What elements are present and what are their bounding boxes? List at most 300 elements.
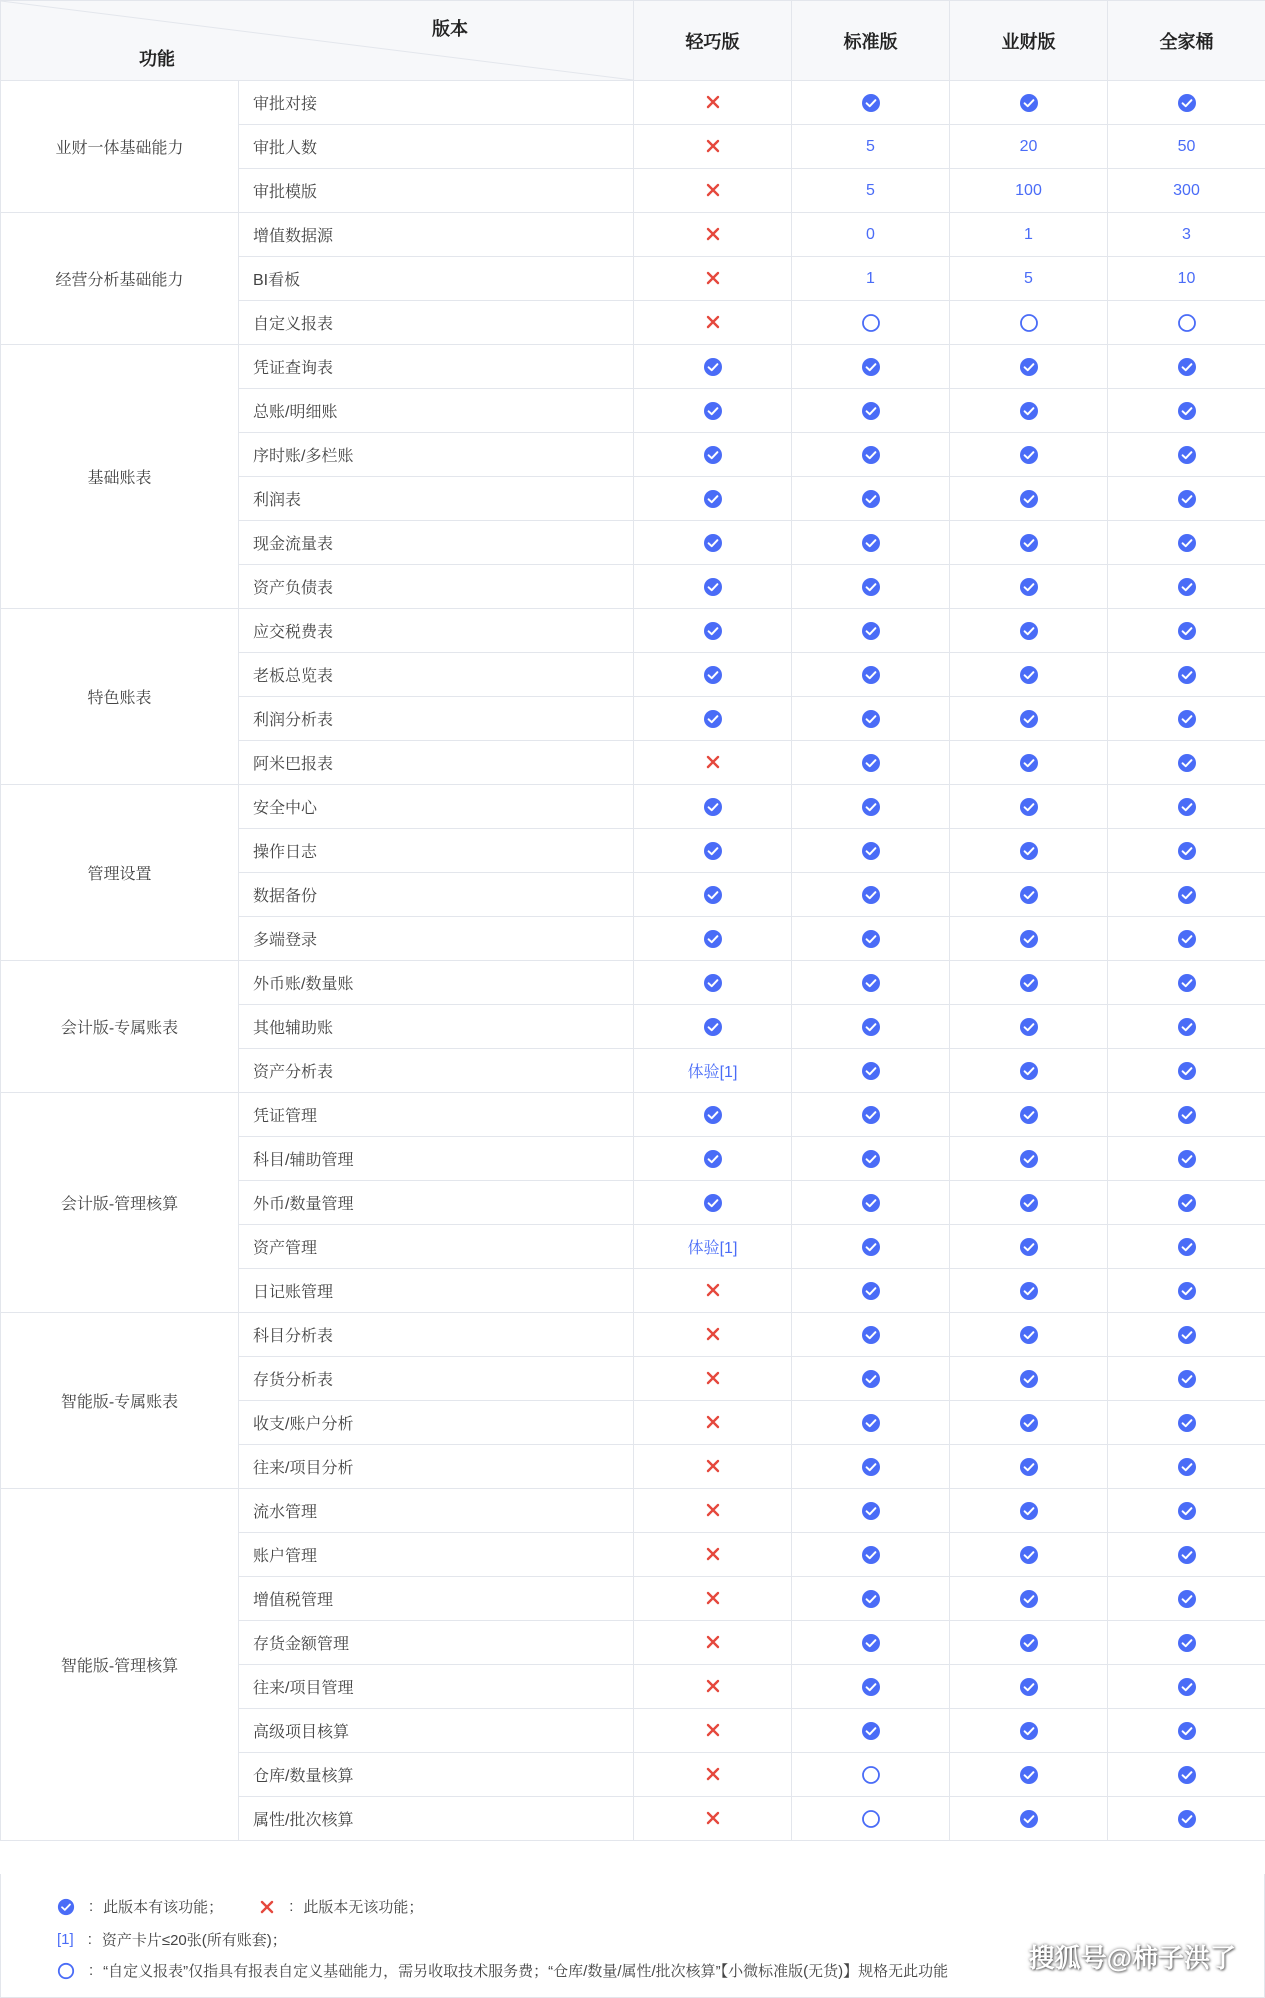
cell-biaozhun — [792, 345, 950, 389]
table-row — [1, 609, 1265, 653]
check-circle-icon — [861, 1061, 881, 1081]
cell-qingqiao — [634, 169, 792, 213]
check-circle-icon — [1177, 1193, 1197, 1213]
cell-yecai — [950, 1445, 1108, 1489]
quota-value: 5 — [866, 137, 875, 155]
cell-biaozhun — [792, 169, 950, 213]
cell-biaozhun — [792, 1269, 950, 1313]
cell-yecai — [950, 389, 1108, 433]
hollow-circle-icon — [861, 1765, 881, 1785]
column-header-yecai: 业财版 — [950, 1, 1108, 81]
feature-name: 老板总览表 — [239, 653, 634, 697]
check-circle-icon — [1177, 1501, 1197, 1521]
legend — [0, 1874, 1265, 1998]
check-circle-icon — [1019, 1017, 1039, 1037]
cell-qingqiao — [634, 1621, 792, 1665]
check-circle-icon — [703, 1149, 723, 1169]
feature-name: 账户管理 — [239, 1533, 634, 1577]
feature-name: 资产负债表 — [239, 565, 634, 609]
check-circle-icon — [1177, 1721, 1197, 1741]
check-circle-icon — [1177, 1545, 1197, 1565]
cell-qingqiao — [634, 1401, 792, 1445]
cross-icon — [705, 1458, 721, 1474]
column-header-qingqiao: 轻巧版 — [634, 1, 792, 81]
feature-name: 利润分析表 — [239, 697, 634, 741]
cell-quanjiatong — [1108, 785, 1265, 829]
cross-icon — [705, 314, 721, 330]
cell-quanjiatong — [1108, 1533, 1265, 1577]
feature-name: 凭证查询表 — [239, 345, 634, 389]
quota-value: 20 — [1019, 137, 1038, 155]
check-circle-icon — [861, 1501, 881, 1521]
cell-yecai — [950, 1621, 1108, 1665]
cell-quanjiatong — [1108, 1445, 1265, 1489]
note-marker: [1] — [57, 1931, 74, 1948]
check-circle-icon — [1177, 533, 1197, 553]
cell-biaozhun — [792, 301, 950, 345]
check-circle-icon — [1019, 753, 1039, 773]
cross-icon — [705, 1414, 721, 1430]
group-label: 管理设置 — [1, 785, 239, 961]
check-circle-icon — [703, 621, 723, 641]
legend-row-check-cross: : 此版本有该功能； : 此版本无该功能； — [57, 1896, 423, 1917]
feature-name: 增值数据源 — [239, 213, 634, 257]
cell-qingqiao — [634, 521, 792, 565]
check-circle-icon — [1177, 1325, 1197, 1345]
check-circle-icon — [1177, 1061, 1197, 1081]
cross-icon — [705, 1370, 721, 1386]
cell-yecai — [950, 1225, 1108, 1269]
table-row — [1, 81, 1265, 125]
feature-name: 仓库/数量核算 — [239, 1753, 634, 1797]
table-row — [1, 213, 1265, 257]
cell-quanjiatong — [1108, 125, 1265, 169]
cell-quanjiatong — [1108, 169, 1265, 213]
cell-quanjiatong — [1108, 257, 1265, 301]
cross-icon — [705, 1546, 721, 1562]
check-circle-icon — [1019, 1413, 1039, 1433]
cell-quanjiatong — [1108, 1181, 1265, 1225]
check-circle-icon — [861, 1369, 881, 1389]
check-circle-icon — [1177, 1457, 1197, 1477]
cell-yecai — [950, 169, 1108, 213]
check-circle-icon — [1177, 1677, 1197, 1697]
check-circle-icon — [1177, 621, 1197, 641]
cell-yecai — [950, 741, 1108, 785]
check-circle-icon — [861, 621, 881, 641]
feature-name: 现金流量表 — [239, 521, 634, 565]
feature-name: 外币/数量管理 — [239, 1181, 634, 1225]
group-label: 基础账表 — [1, 345, 239, 609]
feature-name: 往来/项目分析 — [239, 1445, 634, 1489]
watermark: 搜狐号@柿子洪了 — [1028, 1943, 1236, 1973]
cell-quanjiatong — [1108, 741, 1265, 785]
table-row — [1, 785, 1265, 829]
group-label: 经营分析基础能力 — [1, 213, 239, 345]
cell-quanjiatong — [1108, 1797, 1265, 1841]
check-circle-icon — [1019, 1809, 1039, 1829]
check-circle-icon — [1019, 885, 1039, 905]
quota-value: 1 — [1024, 225, 1033, 243]
feature-name: 多端登录 — [239, 917, 634, 961]
check-circle-icon — [861, 841, 881, 861]
cell-yecai — [950, 697, 1108, 741]
cell-qingqiao — [634, 785, 792, 829]
check-circle-icon — [1177, 445, 1197, 465]
cell-quanjiatong — [1108, 697, 1265, 741]
feature-name: 往来/项目管理 — [239, 1665, 634, 1709]
feature-name: 审批模版 — [239, 169, 634, 213]
check-circle-icon — [1177, 885, 1197, 905]
cell-yecai — [950, 1401, 1108, 1445]
check-circle-icon — [1177, 1369, 1197, 1389]
check-circle-icon — [703, 797, 723, 817]
check-circle-icon — [703, 665, 723, 685]
check-circle-icon — [1177, 1765, 1197, 1785]
check-circle-icon — [861, 929, 881, 949]
cell-qingqiao — [634, 301, 792, 345]
cell-quanjiatong — [1108, 1049, 1265, 1093]
feature-name: 应交税费表 — [239, 609, 634, 653]
cell-yecai — [950, 1137, 1108, 1181]
cell-yecai — [950, 301, 1108, 345]
cell-qingqiao — [634, 1753, 792, 1797]
check-circle-icon — [861, 1633, 881, 1653]
check-circle-icon — [1019, 445, 1039, 465]
check-circle-icon — [703, 1105, 723, 1125]
table-row — [1, 1489, 1265, 1533]
check-circle-icon — [1019, 533, 1039, 553]
cell-qingqiao — [634, 1665, 792, 1709]
group-label: 会计版-管理核算 — [1, 1093, 239, 1313]
cell-qingqiao — [634, 125, 792, 169]
hollow-circle-icon — [57, 1962, 75, 1980]
header-corner-cell — [1, 1, 634, 81]
check-circle-icon — [1177, 1809, 1197, 1829]
cell-quanjiatong — [1108, 1489, 1265, 1533]
cell-yecai — [950, 653, 1108, 697]
cell-yecai — [950, 1005, 1108, 1049]
trial-label: 体验[1] — [687, 1064, 738, 1081]
table-body — [1, 81, 1265, 1841]
feature-name: 安全中心 — [239, 785, 634, 829]
check-circle-icon — [861, 885, 881, 905]
cell-qingqiao — [634, 609, 792, 653]
hollow-circle-icon — [861, 1809, 881, 1829]
check-circle-icon — [861, 1105, 881, 1125]
group-label: 智能版-管理核算 — [1, 1489, 239, 1841]
check-circle-icon — [1177, 401, 1197, 421]
cell-quanjiatong — [1108, 1357, 1265, 1401]
check-circle-icon — [1177, 753, 1197, 773]
cross-icon — [705, 1722, 721, 1738]
cell-biaozhun — [792, 1005, 950, 1049]
cell-qingqiao — [634, 961, 792, 1005]
feature-name: 存货分析表 — [239, 1357, 634, 1401]
cell-biaozhun — [792, 477, 950, 521]
cross-icon — [705, 226, 721, 242]
diagonal-divider — [1, 1, 633, 80]
cell-yecai — [950, 785, 1108, 829]
cell-quanjiatong — [1108, 433, 1265, 477]
feature-name: 属性/批次核算 — [239, 1797, 634, 1841]
cell-qingqiao — [634, 697, 792, 741]
quota-value: 10 — [1177, 269, 1196, 287]
quota-value: 3 — [1182, 225, 1191, 243]
check-circle-icon — [861, 1677, 881, 1697]
check-circle-icon — [1177, 797, 1197, 817]
cell-quanjiatong — [1108, 961, 1265, 1005]
cell-qingqiao — [634, 81, 792, 125]
check-circle-icon — [1019, 357, 1039, 377]
check-circle-icon — [1019, 1501, 1039, 1521]
check-circle-icon — [1177, 1017, 1197, 1037]
trial-label: 体验[1] — [687, 1240, 738, 1257]
cell-qingqiao — [634, 1093, 792, 1137]
cell-qingqiao — [634, 1445, 792, 1489]
check-circle-icon — [1019, 665, 1039, 685]
check-circle-icon — [1019, 797, 1039, 817]
feature-name: 存货金额管理 — [239, 1621, 634, 1665]
legend-row-circle: : “自定义报表”仅指具有报表自定义基础能力，需另收取技术服务费；“仓库/数量/属性/批次核算”【小微标准版(无货)】规格无此功能 — [57, 1960, 948, 1981]
cell-quanjiatong — [1108, 1269, 1265, 1313]
check-circle-icon — [861, 1413, 881, 1433]
cell-yecai — [950, 873, 1108, 917]
feature-name: 阿米巴报表 — [239, 741, 634, 785]
cell-qingqiao — [634, 873, 792, 917]
cell-biaozhun — [792, 1137, 950, 1181]
check-circle-icon — [1177, 1633, 1197, 1653]
feature-name: 日记账管理 — [239, 1269, 634, 1313]
legend-no-feature-text: 此版本无该功能； — [303, 1899, 424, 1916]
check-circle-icon — [1019, 1677, 1039, 1697]
cell-quanjiatong — [1108, 213, 1265, 257]
table-header-row — [1, 1, 1265, 81]
cell-quanjiatong — [1108, 1137, 1265, 1181]
check-circle-icon — [1177, 665, 1197, 685]
feature-name: 利润表 — [239, 477, 634, 521]
check-circle-icon — [1019, 841, 1039, 861]
cell-qingqiao — [634, 1181, 792, 1225]
check-circle-icon — [1177, 841, 1197, 861]
cell-qingqiao — [634, 1005, 792, 1049]
cross-icon — [705, 754, 721, 770]
quota-value: 5 — [1024, 269, 1033, 287]
check-circle-icon — [703, 973, 723, 993]
cell-biaozhun — [792, 565, 950, 609]
cell-biaozhun — [792, 257, 950, 301]
cell-quanjiatong — [1108, 477, 1265, 521]
check-circle-icon — [1177, 973, 1197, 993]
hollow-circle-icon — [1019, 313, 1039, 333]
feature-name: 资产分析表 — [239, 1049, 634, 1093]
cell-qingqiao — [634, 1709, 792, 1753]
cell-yecai — [950, 1577, 1108, 1621]
check-circle-icon — [1177, 1105, 1197, 1125]
column-header-biaozhun: 标准版 — [792, 1, 950, 81]
check-circle-icon — [861, 1589, 881, 1609]
check-circle-icon — [861, 357, 881, 377]
check-circle-icon — [861, 1457, 881, 1477]
cell-yecai — [950, 1533, 1108, 1577]
feature-name: 收支/账户分析 — [239, 1401, 634, 1445]
cell-quanjiatong — [1108, 609, 1265, 653]
check-circle-icon — [861, 489, 881, 509]
cell-yecai — [950, 1269, 1108, 1313]
check-circle-icon — [703, 841, 723, 861]
table-row — [1, 345, 1265, 389]
cross-icon — [705, 1282, 721, 1298]
cell-biaozhun — [792, 1621, 950, 1665]
cell-yecai — [950, 125, 1108, 169]
quota-value: 0 — [866, 225, 875, 243]
feature-name: 科目分析表 — [239, 1313, 634, 1357]
cell-qingqiao — [634, 1269, 792, 1313]
cell-biaozhun — [792, 1049, 950, 1093]
check-circle-icon — [861, 1149, 881, 1169]
check-circle-icon — [1019, 1149, 1039, 1169]
cell-biaozhun — [792, 1313, 950, 1357]
cell-yecai — [950, 81, 1108, 125]
group-label: 智能版-专属账表 — [1, 1313, 239, 1489]
legend-row-note: [1] : 资产卡片≤20张(所有账套)； — [57, 1931, 287, 1949]
cell-biaozhun — [792, 741, 950, 785]
feature-name: 外币账/数量账 — [239, 961, 634, 1005]
cell-qingqiao — [634, 1797, 792, 1841]
check-circle-icon — [1019, 1193, 1039, 1213]
check-circle-icon — [861, 797, 881, 817]
cell-quanjiatong — [1108, 1093, 1265, 1137]
cell-biaozhun — [792, 1445, 950, 1489]
cell-qingqiao — [634, 345, 792, 389]
check-circle-icon — [861, 533, 881, 553]
check-circle-icon — [861, 973, 881, 993]
check-circle-icon — [1019, 1589, 1039, 1609]
feature-name: 资产管理 — [239, 1225, 634, 1269]
check-circle-icon — [1019, 1325, 1039, 1345]
cell-quanjiatong — [1108, 1225, 1265, 1269]
table-row — [1, 961, 1265, 1005]
cell-biaozhun — [792, 125, 950, 169]
cross-icon — [705, 1590, 721, 1606]
check-circle-icon — [703, 929, 723, 949]
quota-value: 50 — [1177, 137, 1196, 155]
cell-quanjiatong — [1108, 1665, 1265, 1709]
cell-yecai — [950, 829, 1108, 873]
check-circle-icon — [703, 533, 723, 553]
check-circle-icon — [1177, 1237, 1197, 1257]
cell-biaozhun — [792, 1665, 950, 1709]
cell-qingqiao — [634, 1137, 792, 1181]
cell-qingqiao — [634, 1225, 792, 1269]
cell-quanjiatong — [1108, 1621, 1265, 1665]
check-circle-icon — [703, 1017, 723, 1037]
cell-yecai — [950, 1797, 1108, 1841]
cell-biaozhun — [792, 653, 950, 697]
cell-quanjiatong — [1108, 873, 1265, 917]
check-circle-icon — [1019, 1281, 1039, 1301]
check-circle-icon — [703, 489, 723, 509]
cell-yecai — [950, 1709, 1108, 1753]
quota-value: 1 — [866, 269, 875, 287]
cell-quanjiatong — [1108, 1005, 1265, 1049]
cell-quanjiatong — [1108, 1753, 1265, 1797]
cell-quanjiatong — [1108, 565, 1265, 609]
cell-biaozhun — [792, 917, 950, 961]
legend-note-text: 资产卡片≤20张(所有账套)； — [101, 1932, 287, 1949]
check-circle-icon — [861, 1193, 881, 1213]
cell-yecai — [950, 213, 1108, 257]
check-circle-icon — [1019, 93, 1039, 113]
feature-name: 流水管理 — [239, 1489, 634, 1533]
check-circle-icon — [1177, 357, 1197, 377]
cell-biaozhun — [792, 213, 950, 257]
cell-yecai — [950, 1753, 1108, 1797]
cell-biaozhun — [792, 609, 950, 653]
check-circle-icon — [1019, 1105, 1039, 1125]
check-circle-icon — [1177, 929, 1197, 949]
check-circle-icon — [861, 1017, 881, 1037]
cell-quanjiatong — [1108, 1401, 1265, 1445]
cell-yecai — [950, 1357, 1108, 1401]
check-circle-icon — [1177, 1281, 1197, 1301]
check-circle-icon — [1177, 1413, 1197, 1433]
check-circle-icon — [861, 93, 881, 113]
cell-quanjiatong — [1108, 521, 1265, 565]
cell-qingqiao — [634, 257, 792, 301]
check-circle-icon — [1177, 93, 1197, 113]
cell-biaozhun — [792, 389, 950, 433]
cell-biaozhun — [792, 1533, 950, 1577]
cell-quanjiatong — [1108, 389, 1265, 433]
feature-name: 凭证管理 — [239, 1093, 634, 1137]
feature-name: 自定义报表 — [239, 301, 634, 345]
check-circle-icon — [703, 357, 723, 377]
column-header-quanjiatong: 全家桶 — [1108, 1, 1265, 81]
cell-yecai — [950, 433, 1108, 477]
check-circle-icon — [1019, 1369, 1039, 1389]
check-circle-icon — [703, 445, 723, 465]
cross-icon — [705, 1810, 721, 1826]
cell-yecai — [950, 1093, 1108, 1137]
check-circle-icon — [1019, 1721, 1039, 1741]
cell-qingqiao — [634, 917, 792, 961]
cell-biaozhun — [792, 1181, 950, 1225]
cell-biaozhun — [792, 1797, 950, 1841]
quota-value: 300 — [1173, 181, 1200, 199]
cell-biaozhun — [792, 697, 950, 741]
cell-quanjiatong — [1108, 653, 1265, 697]
quota-value: 5 — [866, 181, 875, 199]
cross-icon — [705, 1502, 721, 1518]
check-circle-icon — [1019, 1061, 1039, 1081]
check-circle-icon — [861, 445, 881, 465]
cell-yecai — [950, 609, 1108, 653]
cell-qingqiao — [634, 1489, 792, 1533]
check-circle-icon — [861, 401, 881, 421]
check-circle-icon — [1177, 489, 1197, 509]
hollow-circle-icon — [1177, 313, 1197, 333]
check-circle-icon — [1019, 401, 1039, 421]
check-circle-icon — [57, 1898, 75, 1916]
feature-header-label: 功能 — [139, 49, 175, 69]
group-label: 业财一体基础能力 — [1, 81, 239, 213]
cell-biaozhun — [792, 1709, 950, 1753]
cell-quanjiatong — [1108, 81, 1265, 125]
cell-quanjiatong — [1108, 829, 1265, 873]
cross-icon — [705, 1634, 721, 1650]
cross-icon — [705, 94, 721, 110]
